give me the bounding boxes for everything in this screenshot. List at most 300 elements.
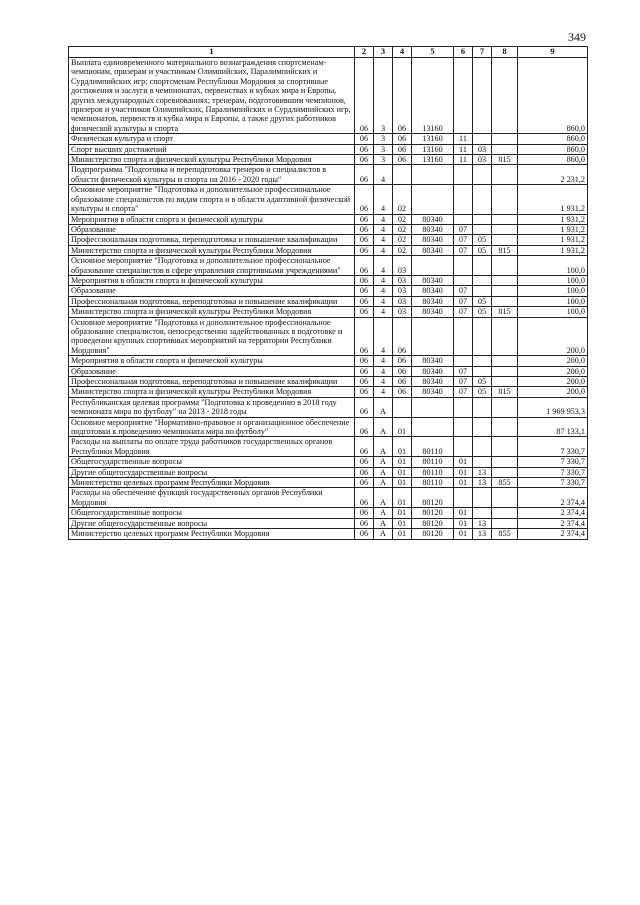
row-code-cell: 05 (473, 296, 492, 306)
row-code-cell: 80340 (412, 235, 454, 245)
row-code-cell: 06 (355, 224, 374, 234)
row-sum-cell: 1 931,2 (518, 235, 588, 245)
row-name-cell: Спорт высших достижений (69, 144, 355, 154)
column-header: 3 (374, 47, 393, 58)
row-code-cell (473, 417, 492, 437)
table-row (69, 377, 588, 387)
row-code-cell (454, 488, 473, 508)
row-code-cell: 03 (473, 144, 492, 154)
row-name-cell: Другие общегосударственные вопросы (69, 467, 355, 477)
row-sum-cell: 1 931,2 (518, 214, 588, 224)
row-code-cell: 80120 (412, 488, 454, 508)
row-code-cell (492, 185, 518, 214)
row-name-cell: Выплата единовременного материального вознаграждения спортсменам-чемпионам, призерам и участникам Олимпийских, Паралимпийских и Сурдлимпийских игр; спортсменам Республики Мордовия за спортивные достижения и заслуги в чемпионатах, первенствах и кубках мира и Европы, других международных соревнованиях; тренерам, подготовившим чемпионов, призеров и участников Олимпийских, Паралимпийских и Сурдлимпийских игр, чемпионатов, первенств и кубка мира и Европы, а также других работников физической культуры и спорта (69, 58, 355, 134)
row-code-cell: 4 (374, 235, 393, 245)
budget-table (68, 46, 588, 540)
row-code-cell (473, 397, 492, 417)
row-sum-cell: 200,0 (518, 377, 588, 387)
row-code-cell (492, 508, 518, 518)
row-code-cell: 4 (374, 256, 393, 276)
row-code-cell: 13160 (412, 155, 454, 165)
row-code-cell (393, 397, 412, 417)
row-code-cell: 01 (454, 508, 473, 518)
row-code-cell: 03 (473, 155, 492, 165)
row-sum-cell: 7 330,7 (518, 457, 588, 467)
row-sum-cell: 7 330,7 (518, 478, 588, 488)
row-code-cell: 3 (374, 155, 393, 165)
row-code-cell: 815 (492, 155, 518, 165)
row-code-cell: 07 (454, 296, 473, 306)
row-sum-cell: 860,0 (518, 58, 588, 134)
row-code-cell (473, 165, 492, 185)
row-name-cell: Министерство спорта и физической культуры Республики Мордовия (69, 307, 355, 317)
row-code-cell (492, 286, 518, 296)
row-code-cell: 05 (473, 307, 492, 317)
row-name-cell: Министерство спорта и физической культуры Республики Мордовия (69, 245, 355, 255)
row-code-cell: А (374, 467, 393, 477)
row-code-cell (492, 224, 518, 234)
row-code-cell: 4 (374, 377, 393, 387)
table-header-row (69, 47, 588, 58)
row-code-cell: А (374, 478, 393, 488)
row-sum-cell: 860,0 (518, 134, 588, 144)
row-code-cell: 06 (355, 366, 374, 376)
row-code-cell: 4 (374, 185, 393, 214)
row-code-cell (492, 214, 518, 224)
row-code-cell: 01 (393, 518, 412, 528)
row-code-cell (454, 397, 473, 417)
row-sum-cell: 1 931,2 (518, 245, 588, 255)
row-code-cell: 06 (355, 397, 374, 417)
table-row (69, 235, 588, 245)
row-sum-cell: 100,0 (518, 296, 588, 306)
row-code-cell: 01 (393, 467, 412, 477)
row-code-cell: 06 (355, 214, 374, 224)
row-code-cell (492, 437, 518, 457)
row-code-cell: А (374, 508, 393, 518)
table-row (69, 417, 588, 437)
row-code-cell (492, 467, 518, 477)
row-code-cell: 01 (393, 508, 412, 518)
row-code-cell: 02 (393, 245, 412, 255)
row-code-cell: 06 (393, 356, 412, 366)
column-header: 4 (393, 47, 412, 58)
row-name-cell: Образование (69, 224, 355, 234)
row-code-cell: 80120 (412, 518, 454, 528)
row-code-cell: 06 (393, 58, 412, 134)
table-row (69, 307, 588, 317)
table-row (69, 478, 588, 488)
row-code-cell: 80340 (412, 387, 454, 397)
table-row (69, 387, 588, 397)
row-code-cell (473, 58, 492, 134)
column-header: 1 (69, 47, 355, 58)
row-sum-cell: 2 231,2 (518, 165, 588, 185)
row-code-cell: 80110 (412, 478, 454, 488)
row-code-cell: А (374, 417, 393, 437)
row-code-cell (473, 366, 492, 376)
row-code-cell (492, 518, 518, 528)
row-code-cell (412, 397, 454, 417)
row-sum-cell: 2 374,4 (518, 529, 588, 539)
table-row (69, 185, 588, 214)
row-code-cell: 06 (355, 478, 374, 488)
row-code-cell (412, 417, 454, 437)
row-code-cell (492, 356, 518, 366)
row-code-cell: 06 (393, 317, 412, 356)
table-row (69, 214, 588, 224)
row-code-cell (473, 134, 492, 144)
row-code-cell: 07 (454, 366, 473, 376)
row-code-cell: 06 (393, 366, 412, 376)
row-code-cell (492, 488, 518, 508)
row-name-cell: Мероприятия в области спорта и физической культуры (69, 356, 355, 366)
column-header: 2 (355, 47, 374, 58)
row-code-cell (454, 317, 473, 356)
row-code-cell: 13160 (412, 58, 454, 134)
row-code-cell: 01 (454, 529, 473, 539)
row-code-cell: 4 (374, 224, 393, 234)
row-code-cell (492, 256, 518, 276)
row-code-cell: 02 (393, 214, 412, 224)
row-code-cell (473, 185, 492, 214)
row-code-cell (473, 457, 492, 467)
table-row (69, 165, 588, 185)
row-code-cell: А (374, 529, 393, 539)
row-code-cell (473, 356, 492, 366)
row-code-cell: 80120 (412, 508, 454, 518)
row-code-cell (492, 296, 518, 306)
row-sum-cell: 100,0 (518, 286, 588, 296)
table-row (69, 397, 588, 417)
row-code-cell (454, 185, 473, 214)
row-code-cell (454, 165, 473, 185)
row-code-cell: 80340 (412, 356, 454, 366)
table-row (69, 488, 588, 508)
row-code-cell: 4 (374, 387, 393, 397)
table-row (69, 275, 588, 285)
row-code-cell: 06 (355, 144, 374, 154)
row-name-cell: Расходы на обеспечение функций государственных органов Республики Мордовия (69, 488, 355, 508)
row-code-cell: 4 (374, 296, 393, 306)
row-sum-cell: 1 931,2 (518, 224, 588, 234)
row-sum-cell: 200,0 (518, 387, 588, 397)
row-code-cell: 3 (374, 134, 393, 144)
row-name-cell: Подпрограмма "Подготовка и переподготовка тренеров и специалистов в области физической культуры и спорта на 2016 - 2020 годы" (69, 165, 355, 185)
row-code-cell (473, 317, 492, 356)
row-code-cell: 03 (393, 286, 412, 296)
row-code-cell: 03 (393, 296, 412, 306)
row-code-cell (454, 256, 473, 276)
row-code-cell (454, 417, 473, 437)
row-code-cell: 815 (492, 307, 518, 317)
row-code-cell (492, 317, 518, 356)
row-code-cell: 07 (454, 377, 473, 387)
table-row (69, 256, 588, 276)
row-code-cell: 06 (355, 417, 374, 437)
row-code-cell: 80340 (412, 296, 454, 306)
row-code-cell: 80110 (412, 457, 454, 467)
row-code-cell: А (374, 488, 393, 508)
row-code-cell: 02 (393, 235, 412, 245)
row-code-cell: 80110 (412, 437, 454, 457)
row-sum-cell: 200,0 (518, 317, 588, 356)
column-header: 5 (412, 47, 454, 58)
row-sum-cell: 860,0 (518, 155, 588, 165)
row-code-cell: 4 (374, 275, 393, 285)
row-code-cell: 07 (454, 224, 473, 234)
row-code-cell: 06 (393, 377, 412, 387)
table-row (69, 467, 588, 477)
row-code-cell (492, 235, 518, 245)
row-name-cell: Основное мероприятие "Нормативно-правовое и организационное обеспечение подготовки к проведению чемпионата мира по футболу" (69, 417, 355, 437)
column-header: 8 (492, 47, 518, 58)
row-code-cell: 07 (454, 245, 473, 255)
row-code-cell: 05 (473, 387, 492, 397)
row-code-cell: 07 (454, 387, 473, 397)
row-code-cell (393, 165, 412, 185)
row-code-cell (473, 286, 492, 296)
row-code-cell (492, 377, 518, 387)
row-code-cell: 80340 (412, 245, 454, 255)
row-code-cell (412, 317, 454, 356)
row-code-cell (454, 58, 473, 134)
row-code-cell (412, 165, 454, 185)
table-row (69, 245, 588, 255)
column-header: 9 (518, 47, 588, 58)
row-code-cell: 06 (355, 235, 374, 245)
row-code-cell: 06 (355, 134, 374, 144)
row-code-cell: 3 (374, 144, 393, 154)
row-code-cell: 03 (393, 275, 412, 285)
row-code-cell (454, 437, 473, 457)
row-code-cell (473, 214, 492, 224)
row-code-cell: 4 (374, 245, 393, 255)
row-sum-cell: 100,0 (518, 275, 588, 285)
row-code-cell: 01 (454, 457, 473, 467)
row-code-cell (492, 165, 518, 185)
row-code-cell: 01 (454, 467, 473, 477)
row-code-cell: 02 (393, 224, 412, 234)
row-code-cell: 4 (374, 286, 393, 296)
row-sum-cell: 7 330,7 (518, 467, 588, 477)
row-code-cell: 06 (355, 387, 374, 397)
row-code-cell: 13160 (412, 134, 454, 144)
row-name-cell: Основное мероприятие "Подготовка и дополнительное профессиональное образование специалистов, непосредственно задействованных в подготовке и проведении крупных спортивных мероприятий на территории Республики Мордовия" (69, 317, 355, 356)
row-code-cell: 80110 (412, 467, 454, 477)
row-code-cell (492, 397, 518, 417)
row-code-cell: 03 (393, 256, 412, 276)
row-code-cell: 80340 (412, 377, 454, 387)
table-row (69, 58, 588, 134)
row-code-cell: 01 (393, 417, 412, 437)
row-code-cell: 11 (454, 155, 473, 165)
row-name-cell: Основное мероприятие "Подготовка и дополнительное профессиональное образование специалистов в сфере управления спортивными учреждениями" (69, 256, 355, 276)
table-row (69, 317, 588, 356)
row-code-cell: 01 (393, 529, 412, 539)
row-code-cell: 815 (492, 245, 518, 255)
row-code-cell: А (374, 457, 393, 467)
table-row (69, 518, 588, 528)
row-code-cell (492, 457, 518, 467)
table-row (69, 134, 588, 144)
row-code-cell: 4 (374, 214, 393, 224)
row-code-cell: А (374, 397, 393, 417)
page-number: 349 (568, 30, 586, 44)
row-code-cell: 80340 (412, 275, 454, 285)
row-sum-cell: 100,0 (518, 307, 588, 317)
row-code-cell: 06 (355, 275, 374, 285)
row-code-cell: 13160 (412, 144, 454, 154)
row-code-cell (492, 275, 518, 285)
row-code-cell: 855 (492, 529, 518, 539)
row-code-cell: 02 (393, 185, 412, 214)
row-name-cell: Профессиональная подготовка, переподготовка и повышение квалификации (69, 377, 355, 387)
row-sum-cell: 7 330,7 (518, 437, 588, 457)
row-code-cell: 13 (473, 518, 492, 528)
row-code-cell: 06 (355, 256, 374, 276)
row-code-cell: 06 (355, 377, 374, 387)
row-code-cell (492, 58, 518, 134)
row-name-cell: Физическая культура и спорт (69, 134, 355, 144)
row-code-cell: 80340 (412, 366, 454, 376)
row-name-cell: Мероприятия в области спорта и физической культуры (69, 275, 355, 285)
row-code-cell: 06 (355, 317, 374, 356)
row-code-cell: 06 (355, 437, 374, 457)
row-code-cell: 01 (393, 488, 412, 508)
row-name-cell: Министерство спорта и физической культуры Республики Мордовия (69, 155, 355, 165)
row-code-cell: 06 (355, 518, 374, 528)
table-row (69, 457, 588, 467)
table-row (69, 437, 588, 457)
row-name-cell: Другие общегосударственные вопросы (69, 518, 355, 528)
row-code-cell: 01 (393, 457, 412, 467)
column-header: 6 (454, 47, 473, 58)
row-code-cell: А (374, 518, 393, 528)
row-code-cell (412, 256, 454, 276)
row-code-cell (454, 214, 473, 224)
row-code-cell: 13 (473, 529, 492, 539)
row-code-cell: 07 (454, 235, 473, 245)
row-name-cell: Профессиональная подготовка, переподготовка и повышение квалификации (69, 296, 355, 306)
row-sum-cell: 1 931,2 (518, 185, 588, 214)
row-name-cell: Мероприятия в области спорта и физической культуры (69, 214, 355, 224)
table-row (69, 529, 588, 539)
row-code-cell: 06 (355, 155, 374, 165)
row-code-cell: 06 (355, 307, 374, 317)
row-code-cell (412, 185, 454, 214)
column-header: 7 (473, 47, 492, 58)
row-name-cell: Образование (69, 366, 355, 376)
row-code-cell: 06 (355, 165, 374, 185)
row-code-cell (492, 366, 518, 376)
table-row (69, 155, 588, 165)
row-code-cell (473, 437, 492, 457)
row-code-cell: 06 (355, 488, 374, 508)
row-code-cell: 01 (393, 437, 412, 457)
row-code-cell: 06 (393, 155, 412, 165)
row-code-cell: 06 (355, 286, 374, 296)
row-sum-cell: 2 374,4 (518, 518, 588, 528)
row-code-cell: 80340 (412, 307, 454, 317)
row-code-cell: 01 (454, 518, 473, 528)
row-code-cell (473, 488, 492, 508)
row-name-cell: Общегосударственные вопросы (69, 508, 355, 518)
row-code-cell: 03 (393, 307, 412, 317)
row-code-cell: 06 (355, 185, 374, 214)
row-code-cell (492, 134, 518, 144)
row-code-cell: 01 (454, 478, 473, 488)
row-code-cell: 4 (374, 356, 393, 366)
row-code-cell (454, 275, 473, 285)
row-code-cell: 06 (393, 134, 412, 144)
row-code-cell: 80340 (412, 224, 454, 234)
row-name-cell: Расходы на выплаты по оплате труда работников государственных органов Республики Мордовия (69, 437, 355, 457)
row-code-cell: 4 (374, 307, 393, 317)
table-row (69, 508, 588, 518)
row-sum-cell: 200,0 (518, 356, 588, 366)
row-code-cell: 06 (393, 144, 412, 154)
row-code-cell (473, 256, 492, 276)
row-code-cell (473, 508, 492, 518)
row-code-cell: 11 (454, 144, 473, 154)
row-code-cell: 4 (374, 165, 393, 185)
table-row (69, 144, 588, 154)
row-code-cell: 05 (473, 245, 492, 255)
row-code-cell: 80120 (412, 529, 454, 539)
row-code-cell: 06 (355, 356, 374, 366)
table-row (69, 356, 588, 366)
row-code-cell (492, 144, 518, 154)
row-code-cell: 06 (355, 245, 374, 255)
table-row (69, 366, 588, 376)
row-code-cell: 06 (355, 296, 374, 306)
row-name-cell: Министерство спорта и физической культуры Республики Мордовия (69, 387, 355, 397)
table-row (69, 296, 588, 306)
row-code-cell: 06 (355, 529, 374, 539)
row-sum-cell: 1 969 953,3 (518, 397, 588, 417)
row-code-cell: 05 (473, 377, 492, 387)
row-sum-cell: 860,0 (518, 144, 588, 154)
row-code-cell: 4 (374, 317, 393, 356)
row-code-cell: 06 (355, 457, 374, 467)
row-code-cell: 06 (355, 467, 374, 477)
row-code-cell: 3 (374, 58, 393, 134)
row-code-cell: 07 (454, 307, 473, 317)
row-name-cell: Республиканская целевая программа "Подготовка к проведению в 2018 году чемпионата мира по футболу" на 2013 - 2018 годы (69, 397, 355, 417)
row-code-cell: 855 (492, 478, 518, 488)
row-code-cell: 07 (454, 286, 473, 296)
table-row (69, 286, 588, 296)
row-name-cell: Профессиональная подготовка, переподготовка и повышение квалификации (69, 235, 355, 245)
row-name-cell: Министерство целевых программ Республики Мордовия (69, 529, 355, 539)
row-sum-cell: 2 374,4 (518, 488, 588, 508)
row-code-cell: 11 (454, 134, 473, 144)
row-sum-cell: 100,0 (518, 256, 588, 276)
row-name-cell: Общегосударственные вопросы (69, 457, 355, 467)
row-code-cell: 06 (355, 508, 374, 518)
row-code-cell: 815 (492, 387, 518, 397)
row-sum-cell: 2 374,4 (518, 508, 588, 518)
row-code-cell: 4 (374, 366, 393, 376)
row-code-cell: 05 (473, 235, 492, 245)
row-code-cell: 06 (355, 58, 374, 134)
row-code-cell: 80340 (412, 214, 454, 224)
row-code-cell (454, 356, 473, 366)
row-name-cell: Образование (69, 286, 355, 296)
row-sum-cell: 87 133,1 (518, 417, 588, 437)
table-row (69, 224, 588, 234)
